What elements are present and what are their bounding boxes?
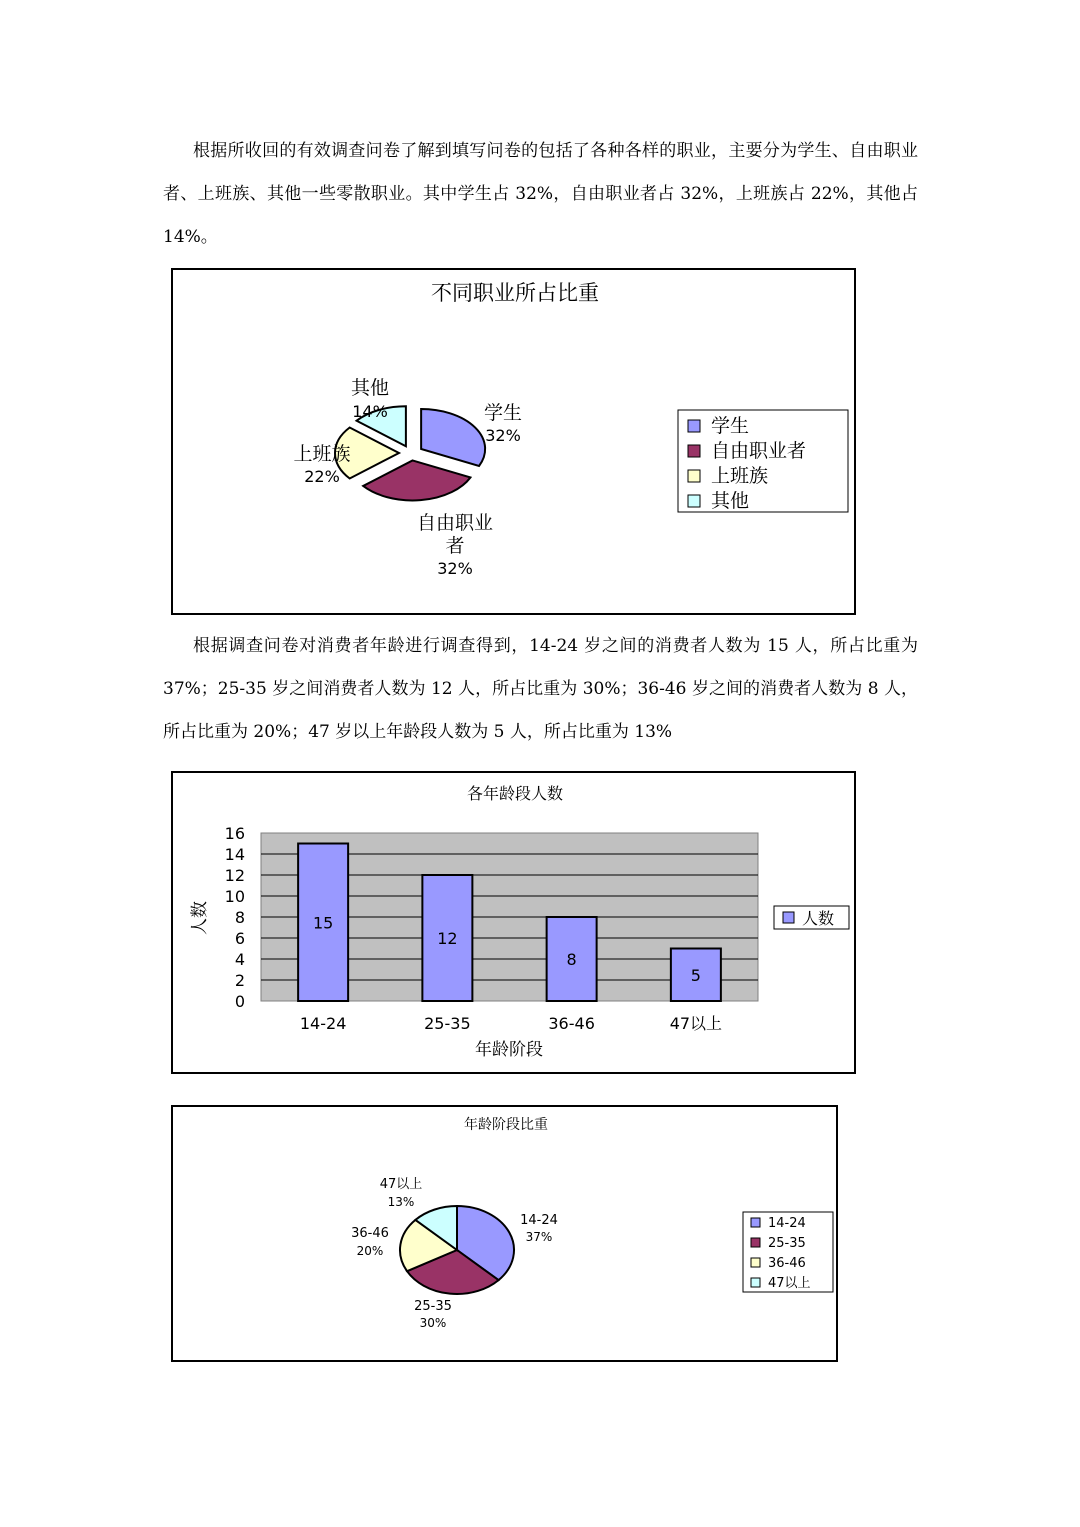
chart1-title: 不同职业所占比重	[431, 281, 599, 305]
chart2-bar-value-label: 15	[312, 913, 334, 933]
chart1-slice-student	[421, 409, 485, 466]
chart3-label-3646-pct: 20%	[356, 1244, 384, 1258]
chart2-ylabel: 人数	[190, 901, 210, 935]
paragraph-occupation: 根据所收回的有效调查问卷了解到填写问卷的包括了各种各样的职业，主要分为学生、自由职业者、上班族、其他一些零散职业。其中学生占 32%，自由职业者占 32%，上班族占 22%，其他占 14%。	[163, 141, 918, 247]
chart1-label-student-pct: 32%	[485, 426, 521, 445]
chart2-legend-label: 人数	[802, 909, 835, 928]
chart2-bar-value-label: 5	[690, 965, 701, 985]
chart3-legend-1424: 14-24	[768, 1216, 806, 1231]
age-pie-svg	[173, 1107, 840, 1364]
chart3-title: 年龄阶段比重	[464, 1117, 548, 1133]
chart3-legend-2535: 25-35	[768, 1236, 806, 1251]
chart1-legend-swatch-other	[688, 495, 700, 507]
chart1-legend-swatch-officeworker	[688, 470, 700, 482]
chart1-legend-other: 其他	[711, 490, 750, 512]
chart3-legend-swatch-3646	[751, 1258, 760, 1267]
chart2-ytick-label: 0	[234, 992, 245, 1011]
chart1-label-officeworker-name: 上班族	[293, 443, 351, 465]
chart3-label-2535-pct: 30%	[419, 1316, 447, 1330]
chart1-label-student-name: 学生	[483, 402, 523, 424]
chart2-ytick-label: 8	[234, 908, 245, 927]
occupation-pie-chart	[171, 268, 856, 615]
chart3-legend-swatch-2535	[751, 1238, 760, 1247]
chart2-ytick-label: 6	[234, 929, 245, 948]
chart2-bar-value-label: 8	[566, 950, 577, 969]
age-bar-chart	[171, 771, 856, 1074]
chart2-legend	[774, 906, 849, 929]
age-bar-svg	[173, 773, 858, 1076]
chart1-label-freelancer-pct: 32%	[437, 559, 473, 578]
chart3-label-1424-pct: 37%	[525, 1230, 553, 1244]
chart2-ytick-label: 16	[224, 824, 245, 843]
chart1-legend-student: 学生	[711, 415, 750, 437]
chart1-legend-officeworker: 上班族	[711, 465, 769, 487]
chart2-category-label: 14-24	[299, 1014, 347, 1033]
chart3-label-47plus-pct: 13%	[387, 1195, 415, 1209]
chart3-label-3646-name: 36-46	[351, 1226, 389, 1241]
chart1-legend	[678, 410, 848, 512]
chart2-bar-value-label: 12	[437, 929, 458, 948]
chart1-legend-freelancer: 自由职业者	[711, 440, 807, 462]
chart2-category-label: 36-46	[548, 1014, 595, 1033]
chart3-legend-swatch-47plus	[751, 1278, 760, 1287]
chart1-label-other-pct: 14%	[352, 402, 388, 421]
chart1-label-officeworker-pct: 22%	[304, 467, 340, 486]
paragraph-age: 根据调查问卷对消费者年龄进行调查得到，14-24 岁之间的消费者人数为 15 人，所占比重为 37%；25-35 岁之间消费者人数为 12 人，所占比重为 30%；36-46 岁之间的消费者人数为 8 人，所占比重为 20%；47 岁以上年龄段人数为 5 人，所占比重为 13%	[163, 636, 918, 742]
chart2-title: 各年龄段人数	[466, 784, 564, 803]
chart1-label-freelancer-name-line1: 自由职业	[416, 512, 494, 534]
chart1-slice-freelancer	[363, 460, 470, 500]
chart2-xlabel: 年龄阶段	[475, 1040, 543, 1060]
chart2-ytick-label: 14	[224, 845, 245, 864]
chart3-label-47plus-name: 47以上	[379, 1177, 423, 1192]
occupation-pie-svg	[173, 270, 858, 617]
chart3-label-2535-name: 25-35	[414, 1299, 452, 1314]
chart2-category-label: 47以上	[669, 1014, 723, 1033]
chart1-legend-swatch-student	[688, 420, 700, 432]
chart2-legend-swatch	[783, 912, 794, 923]
chart2-ytick-label: 10	[224, 887, 245, 906]
chart2-category-label: 25-35	[424, 1014, 471, 1033]
chart3-legend-3646: 36-46	[768, 1256, 806, 1271]
chart3-legend-47plus: 47以上	[768, 1276, 811, 1291]
chart1-legend-swatch-freelancer	[688, 445, 700, 457]
chart3-label-1424-name: 14-24	[520, 1213, 558, 1228]
age-pie-chart	[171, 1105, 838, 1362]
chart1-label-freelancer-name-line2: 者	[445, 535, 465, 557]
chart3-legend-swatch-1424	[751, 1218, 760, 1227]
chart1-label-other-name: 其他	[350, 377, 390, 399]
chart2-ytick-label: 2	[234, 971, 245, 990]
chart3-legend	[743, 1212, 833, 1292]
chart2-ytick-label: 4	[234, 950, 245, 969]
chart2-ytick-label: 12	[224, 866, 245, 885]
